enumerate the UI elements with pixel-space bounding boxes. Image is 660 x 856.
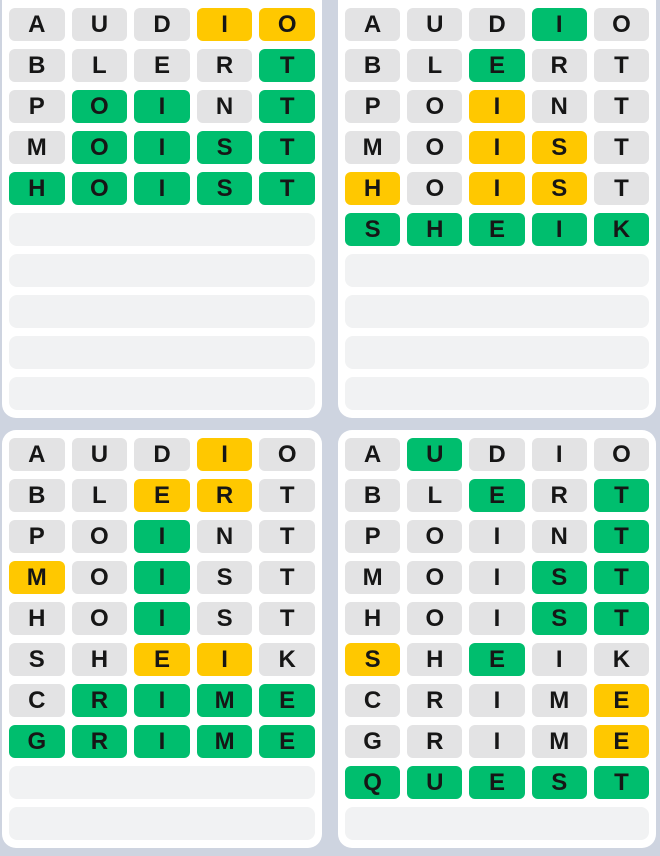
grid-rows-top-left: [9, 8, 315, 410]
grid-panel-bottom-right: [338, 430, 656, 848]
letter-tile: T: [594, 766, 649, 799]
letter-tile: R: [532, 49, 587, 82]
guess-row: [9, 8, 315, 41]
empty-guess-row: [9, 213, 315, 246]
letter-tile: N: [532, 520, 587, 553]
letter-tile: I: [134, 684, 190, 717]
letter-tile: N: [197, 90, 253, 123]
letter-tile: O: [407, 561, 462, 594]
letter-tile: M: [9, 131, 65, 164]
letter-tile: U: [72, 8, 128, 41]
letter-tile: O: [72, 131, 128, 164]
letter-tile: I: [469, 520, 524, 553]
guess-row: [345, 684, 649, 717]
empty-guess-row: [9, 766, 315, 799]
letter-tile: T: [259, 479, 315, 512]
letter-tile: T: [594, 172, 649, 205]
letter-tile: H: [345, 172, 400, 205]
letter-tile: K: [259, 643, 315, 676]
letter-tile: H: [407, 213, 462, 246]
letter-tile: I: [469, 90, 524, 123]
letter-tile: N: [532, 90, 587, 123]
empty-guess-row: [345, 254, 649, 287]
letter-tile: T: [594, 90, 649, 123]
letter-tile: E: [134, 643, 190, 676]
empty-guess-row: [345, 295, 649, 328]
letter-tile: O: [259, 438, 315, 471]
letter-tile: S: [532, 602, 587, 635]
letter-tile: O: [407, 172, 462, 205]
letter-tile: U: [407, 438, 462, 471]
guess-row: [345, 766, 649, 799]
letter-tile: U: [72, 438, 128, 471]
letter-tile: H: [9, 602, 65, 635]
empty-guess-row: [345, 336, 649, 369]
letter-tile: A: [9, 8, 65, 41]
letter-tile: T: [259, 520, 315, 553]
letter-tile: L: [407, 49, 462, 82]
letter-tile: D: [134, 438, 190, 471]
empty-guess-row: [345, 377, 649, 410]
letter-tile: O: [72, 602, 128, 635]
letter-tile: A: [345, 438, 400, 471]
letter-tile: O: [407, 602, 462, 635]
guess-row: [345, 520, 649, 553]
grid-rows-top-right: [345, 8, 649, 410]
letter-tile: I: [532, 438, 587, 471]
guess-row: [345, 172, 649, 205]
letter-tile: S: [532, 131, 587, 164]
letter-tile: T: [259, 49, 315, 82]
letter-tile: M: [532, 725, 587, 758]
letter-tile: G: [9, 725, 65, 758]
letter-tile: T: [259, 90, 315, 123]
letter-tile: R: [72, 684, 128, 717]
letter-tile: E: [469, 213, 524, 246]
grid-panel-top-right: [338, 0, 656, 418]
letter-tile: S: [197, 561, 253, 594]
letter-tile: M: [197, 684, 253, 717]
letter-tile: L: [72, 479, 128, 512]
guess-row: [345, 8, 649, 41]
empty-guess-row: [9, 336, 315, 369]
guess-row: [9, 520, 315, 553]
letter-tile: M: [532, 684, 587, 717]
letter-tile: T: [259, 602, 315, 635]
letter-tile: O: [594, 438, 649, 471]
letter-tile: I: [197, 8, 253, 41]
grid-panel-bottom-left: [2, 430, 322, 848]
guess-row: [9, 438, 315, 471]
letter-tile: U: [407, 766, 462, 799]
letter-tile: M: [9, 561, 65, 594]
letter-tile: D: [134, 8, 190, 41]
letter-tile: S: [197, 172, 253, 205]
letter-tile: I: [469, 131, 524, 164]
guess-row: [9, 131, 315, 164]
letter-tile: I: [532, 643, 587, 676]
letter-tile: S: [197, 602, 253, 635]
letter-tile: T: [259, 131, 315, 164]
letter-tile: K: [594, 643, 649, 676]
letter-tile: P: [345, 90, 400, 123]
guess-row: [345, 725, 649, 758]
letter-tile: R: [197, 49, 253, 82]
letter-tile: H: [72, 643, 128, 676]
letter-tile: I: [532, 213, 587, 246]
letter-tile: R: [197, 479, 253, 512]
letter-tile: E: [469, 766, 524, 799]
letter-tile: N: [197, 520, 253, 553]
letter-tile: M: [197, 725, 253, 758]
letter-tile: H: [345, 602, 400, 635]
letter-tile: T: [594, 520, 649, 553]
letter-tile: I: [134, 172, 190, 205]
letter-tile: T: [594, 479, 649, 512]
letter-tile: R: [532, 479, 587, 512]
guess-row: [9, 602, 315, 635]
letter-tile: U: [407, 8, 462, 41]
letter-tile: I: [134, 520, 190, 553]
letter-tile: B: [345, 49, 400, 82]
letter-tile: I: [134, 561, 190, 594]
letter-tile: P: [9, 90, 65, 123]
letter-tile: S: [532, 561, 587, 594]
letter-tile: B: [9, 479, 65, 512]
guess-row: [345, 49, 649, 82]
letter-tile: E: [469, 49, 524, 82]
guess-row: [9, 49, 315, 82]
letter-tile: A: [345, 8, 400, 41]
guess-row: [9, 561, 315, 594]
letter-tile: R: [407, 725, 462, 758]
letter-tile: A: [9, 438, 65, 471]
letter-tile: I: [197, 438, 253, 471]
guess-row: [345, 438, 649, 471]
empty-guess-row: [9, 254, 315, 287]
letter-tile: T: [594, 602, 649, 635]
letter-tile: H: [407, 643, 462, 676]
guess-row: [9, 643, 315, 676]
letter-tile: E: [594, 684, 649, 717]
letter-tile: M: [345, 131, 400, 164]
letter-tile: C: [345, 684, 400, 717]
letter-tile: I: [469, 602, 524, 635]
letter-tile: I: [134, 725, 190, 758]
letter-tile: I: [134, 90, 190, 123]
letter-tile: T: [259, 561, 315, 594]
letter-tile: S: [345, 643, 400, 676]
empty-guess-row: [9, 295, 315, 328]
letter-tile: I: [469, 684, 524, 717]
letter-tile: B: [9, 49, 65, 82]
letter-tile: I: [134, 602, 190, 635]
letter-tile: O: [407, 131, 462, 164]
letter-tile: G: [345, 725, 400, 758]
letter-tile: P: [345, 520, 400, 553]
letter-tile: S: [532, 172, 587, 205]
letter-tile: I: [197, 643, 253, 676]
letter-tile: I: [134, 131, 190, 164]
letter-tile: D: [469, 438, 524, 471]
letter-tile: O: [594, 8, 649, 41]
letter-tile: K: [594, 213, 649, 246]
letter-tile: O: [259, 8, 315, 41]
grid-rows-bottom-right: [345, 438, 649, 840]
letter-tile: T: [259, 172, 315, 205]
guess-row: [345, 561, 649, 594]
guess-row: [345, 90, 649, 123]
letter-tile: O: [72, 172, 128, 205]
letter-tile: T: [594, 561, 649, 594]
letter-tile: Q: [345, 766, 400, 799]
guess-row: [345, 643, 649, 676]
letter-tile: S: [345, 213, 400, 246]
letter-tile: B: [345, 479, 400, 512]
letter-tile: T: [594, 131, 649, 164]
letter-tile: C: [9, 684, 65, 717]
letter-tile: S: [532, 766, 587, 799]
guess-row: [345, 479, 649, 512]
guess-row: [345, 213, 649, 246]
letter-tile: E: [469, 643, 524, 676]
letter-tile: R: [72, 725, 128, 758]
letter-tile: E: [594, 725, 649, 758]
letter-tile: O: [72, 520, 128, 553]
guess-row: [9, 479, 315, 512]
empty-guess-row: [9, 807, 315, 840]
letter-tile: S: [197, 131, 253, 164]
grid-panel-top-left: [2, 0, 322, 418]
letter-tile: H: [9, 172, 65, 205]
empty-guess-row: [9, 377, 315, 410]
letter-tile: T: [594, 49, 649, 82]
guess-row: [9, 90, 315, 123]
letter-tile: E: [134, 479, 190, 512]
letter-tile: E: [259, 684, 315, 717]
letter-tile: I: [532, 8, 587, 41]
letter-tile: L: [72, 49, 128, 82]
letter-tile: M: [345, 561, 400, 594]
letter-tile: D: [469, 8, 524, 41]
guess-row: [345, 602, 649, 635]
grid-rows-bottom-left: [9, 438, 315, 840]
letter-tile: I: [469, 725, 524, 758]
guess-row: [9, 684, 315, 717]
letter-tile: O: [72, 561, 128, 594]
letter-tile: O: [407, 520, 462, 553]
letter-tile: O: [407, 90, 462, 123]
letter-tile: O: [72, 90, 128, 123]
letter-tile: I: [469, 172, 524, 205]
letter-tile: E: [469, 479, 524, 512]
guess-row: [9, 725, 315, 758]
letter-tile: E: [134, 49, 190, 82]
letter-tile: R: [407, 684, 462, 717]
empty-guess-row: [345, 807, 649, 840]
guess-row: [345, 131, 649, 164]
letter-tile: L: [407, 479, 462, 512]
letter-tile: E: [259, 725, 315, 758]
guess-row: [9, 172, 315, 205]
letter-tile: I: [469, 561, 524, 594]
letter-tile: S: [9, 643, 65, 676]
letter-tile: P: [9, 520, 65, 553]
